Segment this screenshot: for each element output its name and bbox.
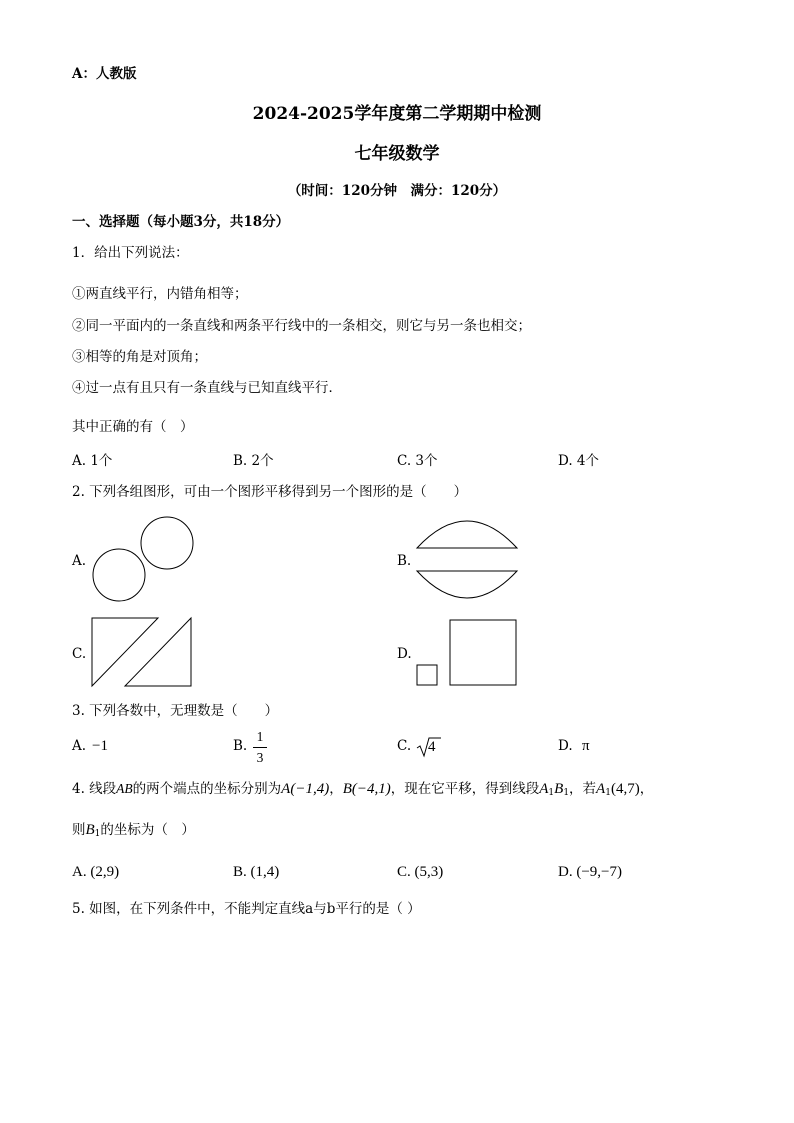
q4-point-b: B(−4,1) bbox=[342, 781, 391, 797]
q4-text-3: ，现在它平移，得到线段 bbox=[390, 781, 540, 797]
q3-label-b: B. bbox=[233, 738, 248, 754]
q1-item-3: ③相等的角是对顶角； bbox=[72, 349, 207, 365]
q4-option-d: D. (−9,−7) bbox=[558, 864, 622, 880]
q2-stem: 2. 下列各组图形，可由一个图形平移得到另一个图形的是（ ） bbox=[72, 484, 468, 500]
page-subtitle: 七年级数学 bbox=[354, 144, 440, 164]
q2-label-a: A. bbox=[72, 553, 87, 569]
q4-text-1: 4. 线段 bbox=[72, 781, 117, 797]
q4-text-6: 的坐标为（ ） bbox=[100, 822, 195, 838]
q1-stem: 1．给出下列说法： bbox=[72, 245, 189, 261]
q2-label-d: D. bbox=[397, 646, 412, 662]
q4-text-2: 的两个端点的坐标分别为 bbox=[132, 781, 282, 797]
page-title: 2024-2025学年度第二学期期中检测 bbox=[252, 104, 542, 124]
q3-fraction-denominator: 3 bbox=[256, 750, 264, 765]
q3-option-d-value: π bbox=[582, 738, 590, 754]
q4-sub-b1: 1 bbox=[563, 788, 570, 798]
q5-stem: 5. 如图，在下列条件中，不能判定直线a与b平行的是（ ） bbox=[72, 901, 421, 917]
q2-figure-c-triangles bbox=[90, 616, 194, 688]
q2-figure-a-circles bbox=[88, 512, 200, 606]
q4-segment-a1: A bbox=[539, 781, 549, 797]
q4-point-a1-value: (4,7) bbox=[610, 781, 640, 797]
q4-line1 bbox=[72, 782, 653, 798]
edition-label: A：人教版 bbox=[72, 66, 137, 82]
q4-sub-b1-2: 1 bbox=[94, 829, 101, 839]
q4-option-c: C. (5,3) bbox=[397, 864, 444, 880]
q4-option-a: A. (2,9) bbox=[72, 864, 120, 880]
q4-option-b: B. (1,4) bbox=[233, 864, 280, 880]
q2-label-c: C. bbox=[72, 646, 87, 662]
q1-option-c: C. 3个 bbox=[397, 453, 438, 469]
exam-info: （时间：120分钟 满分：120分） bbox=[287, 183, 507, 199]
q1-item-4: ④过一点有且只有一条直线与已知直线平行． bbox=[72, 380, 342, 396]
q3-label-d: D. bbox=[558, 738, 573, 754]
q3-option-b-fraction bbox=[253, 729, 267, 766]
section-heading: 一、选择题（每小题3分，共18分） bbox=[72, 214, 290, 230]
q4-point-b1: B bbox=[85, 822, 95, 838]
q1-option-b: B. 2个 bbox=[233, 453, 274, 469]
q1-option-d: D. 4个 bbox=[558, 453, 600, 469]
q2-figure-d-squares bbox=[415, 618, 521, 688]
q2-figure-b-segments bbox=[412, 514, 522, 604]
q3-option-c-radicand: 4 bbox=[428, 739, 436, 755]
q4-segment-ab: AB bbox=[116, 781, 133, 796]
q3-option-a-value: −1 bbox=[92, 738, 108, 754]
q3-label-a: A. bbox=[72, 738, 87, 754]
q4-sub-a1: 1 bbox=[548, 788, 555, 798]
q4-point-a: A(−1,4) bbox=[281, 781, 330, 797]
q4-end: ， bbox=[639, 781, 654, 797]
q4-sub-a1-2: 1 bbox=[605, 788, 611, 798]
q3-fraction-numerator: 1 bbox=[256, 729, 264, 744]
q1-option-a: A. 1个 bbox=[72, 453, 113, 469]
q3-label-c: C. bbox=[397, 738, 412, 754]
q4-text-4: ，若 bbox=[569, 781, 597, 797]
q1-ask: 其中正确的有（ ） bbox=[72, 419, 194, 435]
q1-item-2: ②同一平面内的一条直线和两条平行线中的一条相交，则它与另一条也相交； bbox=[72, 318, 531, 334]
q4-comma: ， bbox=[329, 781, 343, 797]
q4-segment-b1: B bbox=[554, 781, 564, 797]
q1-item-1: ①两直线平行，内错角相等； bbox=[72, 286, 248, 302]
q3-stem: 3. 下列各数中，无理数是（ ） bbox=[72, 703, 279, 719]
q4-line2 bbox=[72, 823, 195, 839]
q4-text-5: 则 bbox=[72, 822, 86, 838]
q2-label-b: B. bbox=[397, 553, 412, 569]
q4-point-a1: A bbox=[596, 781, 606, 797]
